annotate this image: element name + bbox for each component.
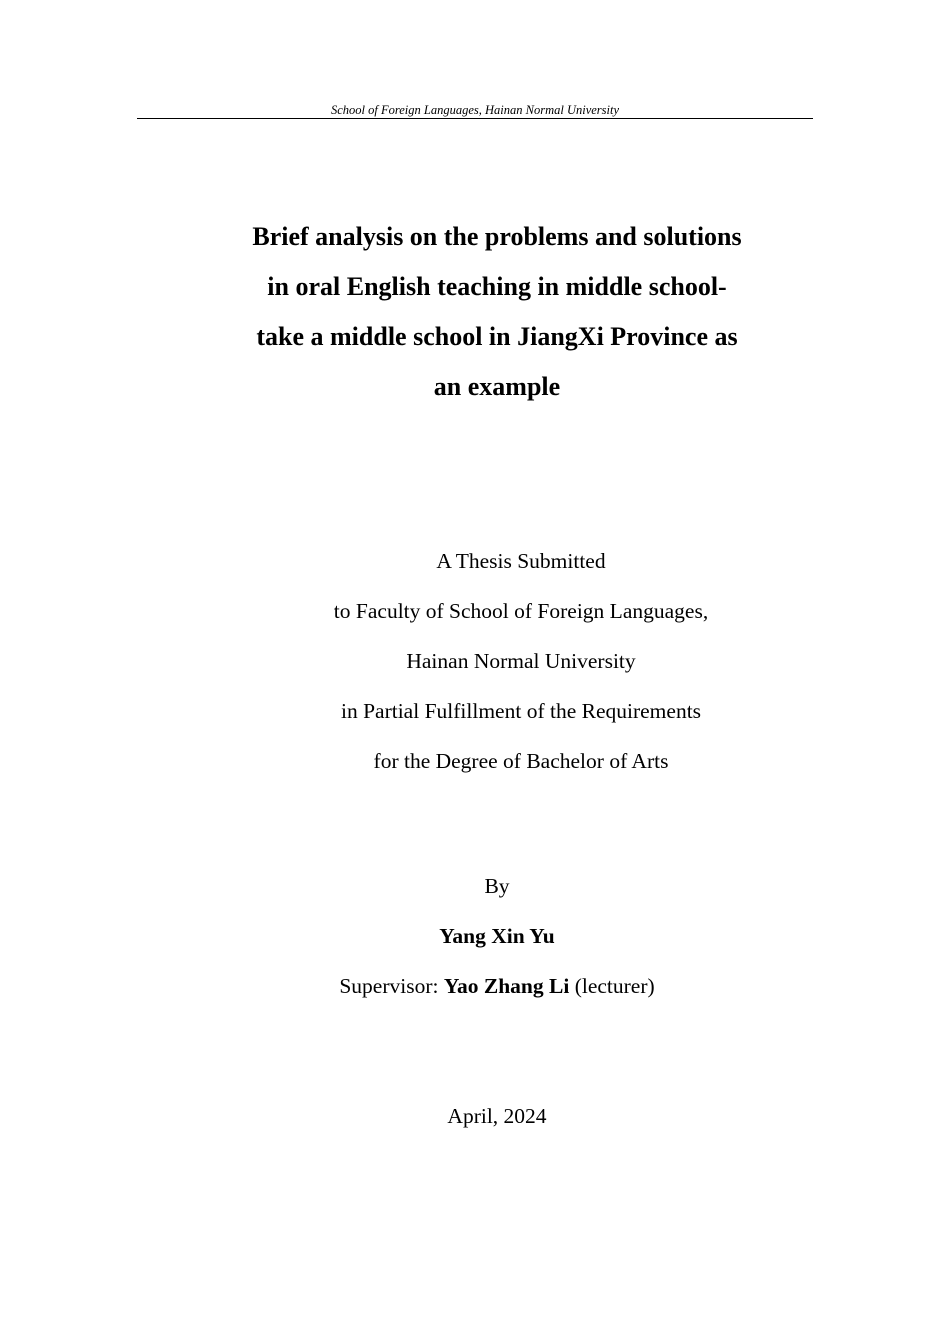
header-rule <box>137 118 813 119</box>
byline <box>197 861 797 1011</box>
submission-line: to Faculty of School of Foreign Languages, <box>333 599 709 623</box>
page-header: School of Foreign Languages, Hainan Normal University <box>330 103 620 117</box>
title-line: take a middle school in JiangXi Province as <box>256 322 738 351</box>
submission-statement <box>221 536 821 786</box>
submission-date: April, 2024 <box>447 1104 547 1128</box>
submission-line: in Partial Fulfillment of the Requirements <box>340 699 702 723</box>
title-line: Brief analysis on the problems and solutions <box>252 222 742 251</box>
submission-line: for the Degree of Bachelor of Arts <box>373 749 669 773</box>
submission-line: A Thesis Submitted <box>436 549 606 573</box>
supervisor-title: (lecturer) <box>569 974 655 998</box>
thesis-title <box>197 212 797 412</box>
supervisor-label: Supervisor: <box>339 974 444 998</box>
author-name: Yang Xin Yu <box>439 924 555 948</box>
submission-line: Hainan Normal University <box>406 649 636 673</box>
by-label: By <box>484 874 510 898</box>
title-line: an example <box>433 372 561 401</box>
title-line: in oral English teaching in middle school- <box>267 272 727 301</box>
supervisor-line <box>197 961 797 1011</box>
supervisor-name: Yao Zhang Li <box>443 974 570 998</box>
